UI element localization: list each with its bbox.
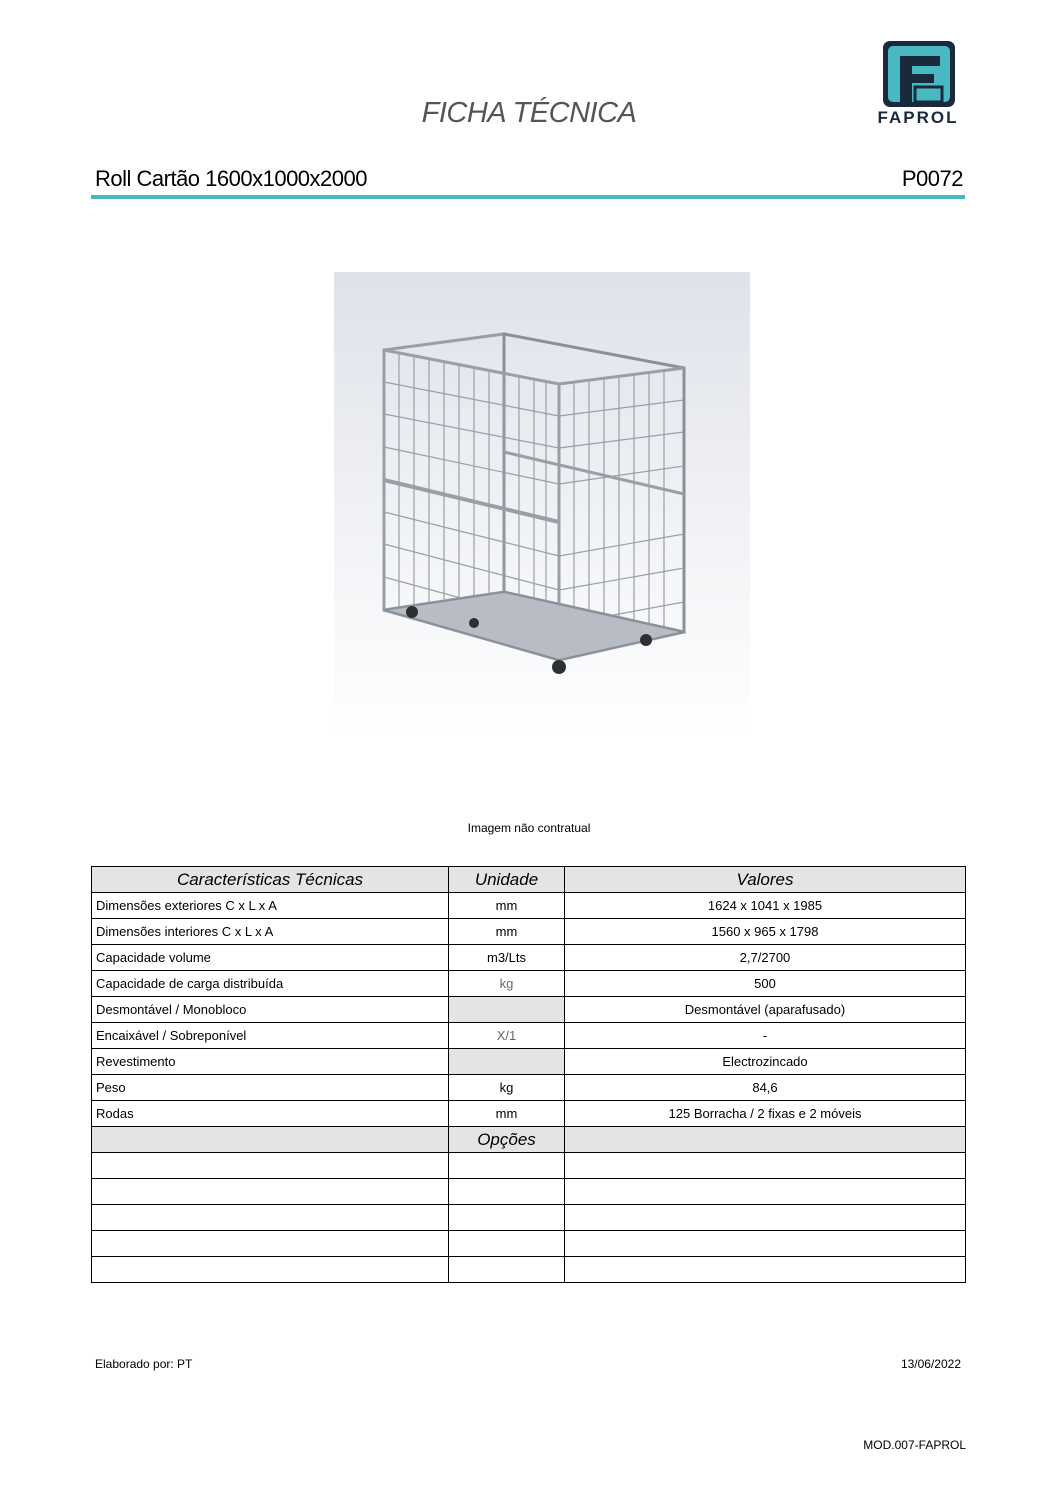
spec-value: 84,6	[565, 1075, 966, 1101]
spec-label: Peso	[92, 1075, 449, 1101]
options-header-row	[92, 1127, 966, 1153]
prepared-by: Elaborado por: PT	[95, 1357, 193, 1371]
spec-label: Capacidade volume	[92, 945, 449, 971]
image-disclaimer: Imagem não contratual	[467, 821, 591, 835]
options-row	[92, 1257, 966, 1283]
table-row	[92, 1023, 966, 1049]
table-header-row	[92, 867, 966, 893]
spec-unit	[449, 997, 565, 1023]
spec-label: Desmontável / Monobloco	[92, 997, 449, 1023]
table-row	[92, 893, 966, 919]
spec-unit: X/1	[449, 1023, 565, 1049]
spec-value: 2,7/2700	[565, 945, 966, 971]
spec-value: Electrozincado	[565, 1049, 966, 1075]
spec-label: Capacidade de carga distribuída	[92, 971, 449, 997]
options-row	[92, 1231, 966, 1257]
spec-unit: mm	[449, 893, 565, 919]
technical-specs-table	[91, 866, 966, 1283]
spec-unit: mm	[449, 1101, 565, 1127]
table-row	[92, 1075, 966, 1101]
spec-value: Desmontável (aparafusado)	[565, 997, 966, 1023]
options-row	[92, 1179, 966, 1205]
spec-label: Revestimento	[92, 1049, 449, 1075]
spec-value: -	[565, 1023, 966, 1049]
product-name: Roll Cartão 1600x1000x2000	[95, 166, 367, 191]
spec-value: 1560 x 965 x 1798	[565, 919, 966, 945]
table-row	[92, 919, 966, 945]
spec-value: 125 Borracha / 2 fixas e 2 móveis	[565, 1101, 966, 1127]
options-empty-cell	[565, 1127, 966, 1153]
logo-text: FAPROL	[877, 108, 959, 127]
options-row	[92, 1205, 966, 1231]
spec-label: Rodas	[92, 1101, 449, 1127]
form-code: MOD.007-FAPROL	[863, 1438, 966, 1452]
options-row	[92, 1153, 966, 1179]
spec-unit: mm	[449, 919, 565, 945]
document-date: 13/06/2022	[900, 1357, 961, 1371]
spec-label: Encaixável / Sobreponível	[92, 1023, 449, 1049]
title-divider	[91, 195, 965, 199]
spec-value: 1624 x 1041 x 1985	[565, 893, 966, 919]
options-empty-cell	[92, 1127, 449, 1153]
header-values: Valores	[565, 867, 966, 893]
table-row	[92, 1049, 966, 1075]
product-code: P0072	[901, 166, 963, 191]
table-row	[92, 945, 966, 971]
product-image	[334, 272, 750, 740]
table-row	[92, 997, 966, 1023]
header-characteristics: Características Técnicas	[92, 867, 449, 893]
table-row	[92, 1101, 966, 1127]
spec-unit: kg	[449, 1075, 565, 1101]
spec-label: Dimensões exteriores C x L x A	[92, 893, 449, 919]
spec-unit	[449, 1049, 565, 1075]
spec-value: 500	[565, 971, 966, 997]
header-unit: Unidade	[449, 867, 565, 893]
spec-unit: kg	[449, 971, 565, 997]
options-label: Opções	[449, 1127, 565, 1153]
spec-label: Dimensões interiores C x L x A	[92, 919, 449, 945]
table-row	[92, 971, 966, 997]
spec-unit: m3/Lts	[449, 945, 565, 971]
document-title: FICHA TÉCNICA	[421, 97, 637, 129]
